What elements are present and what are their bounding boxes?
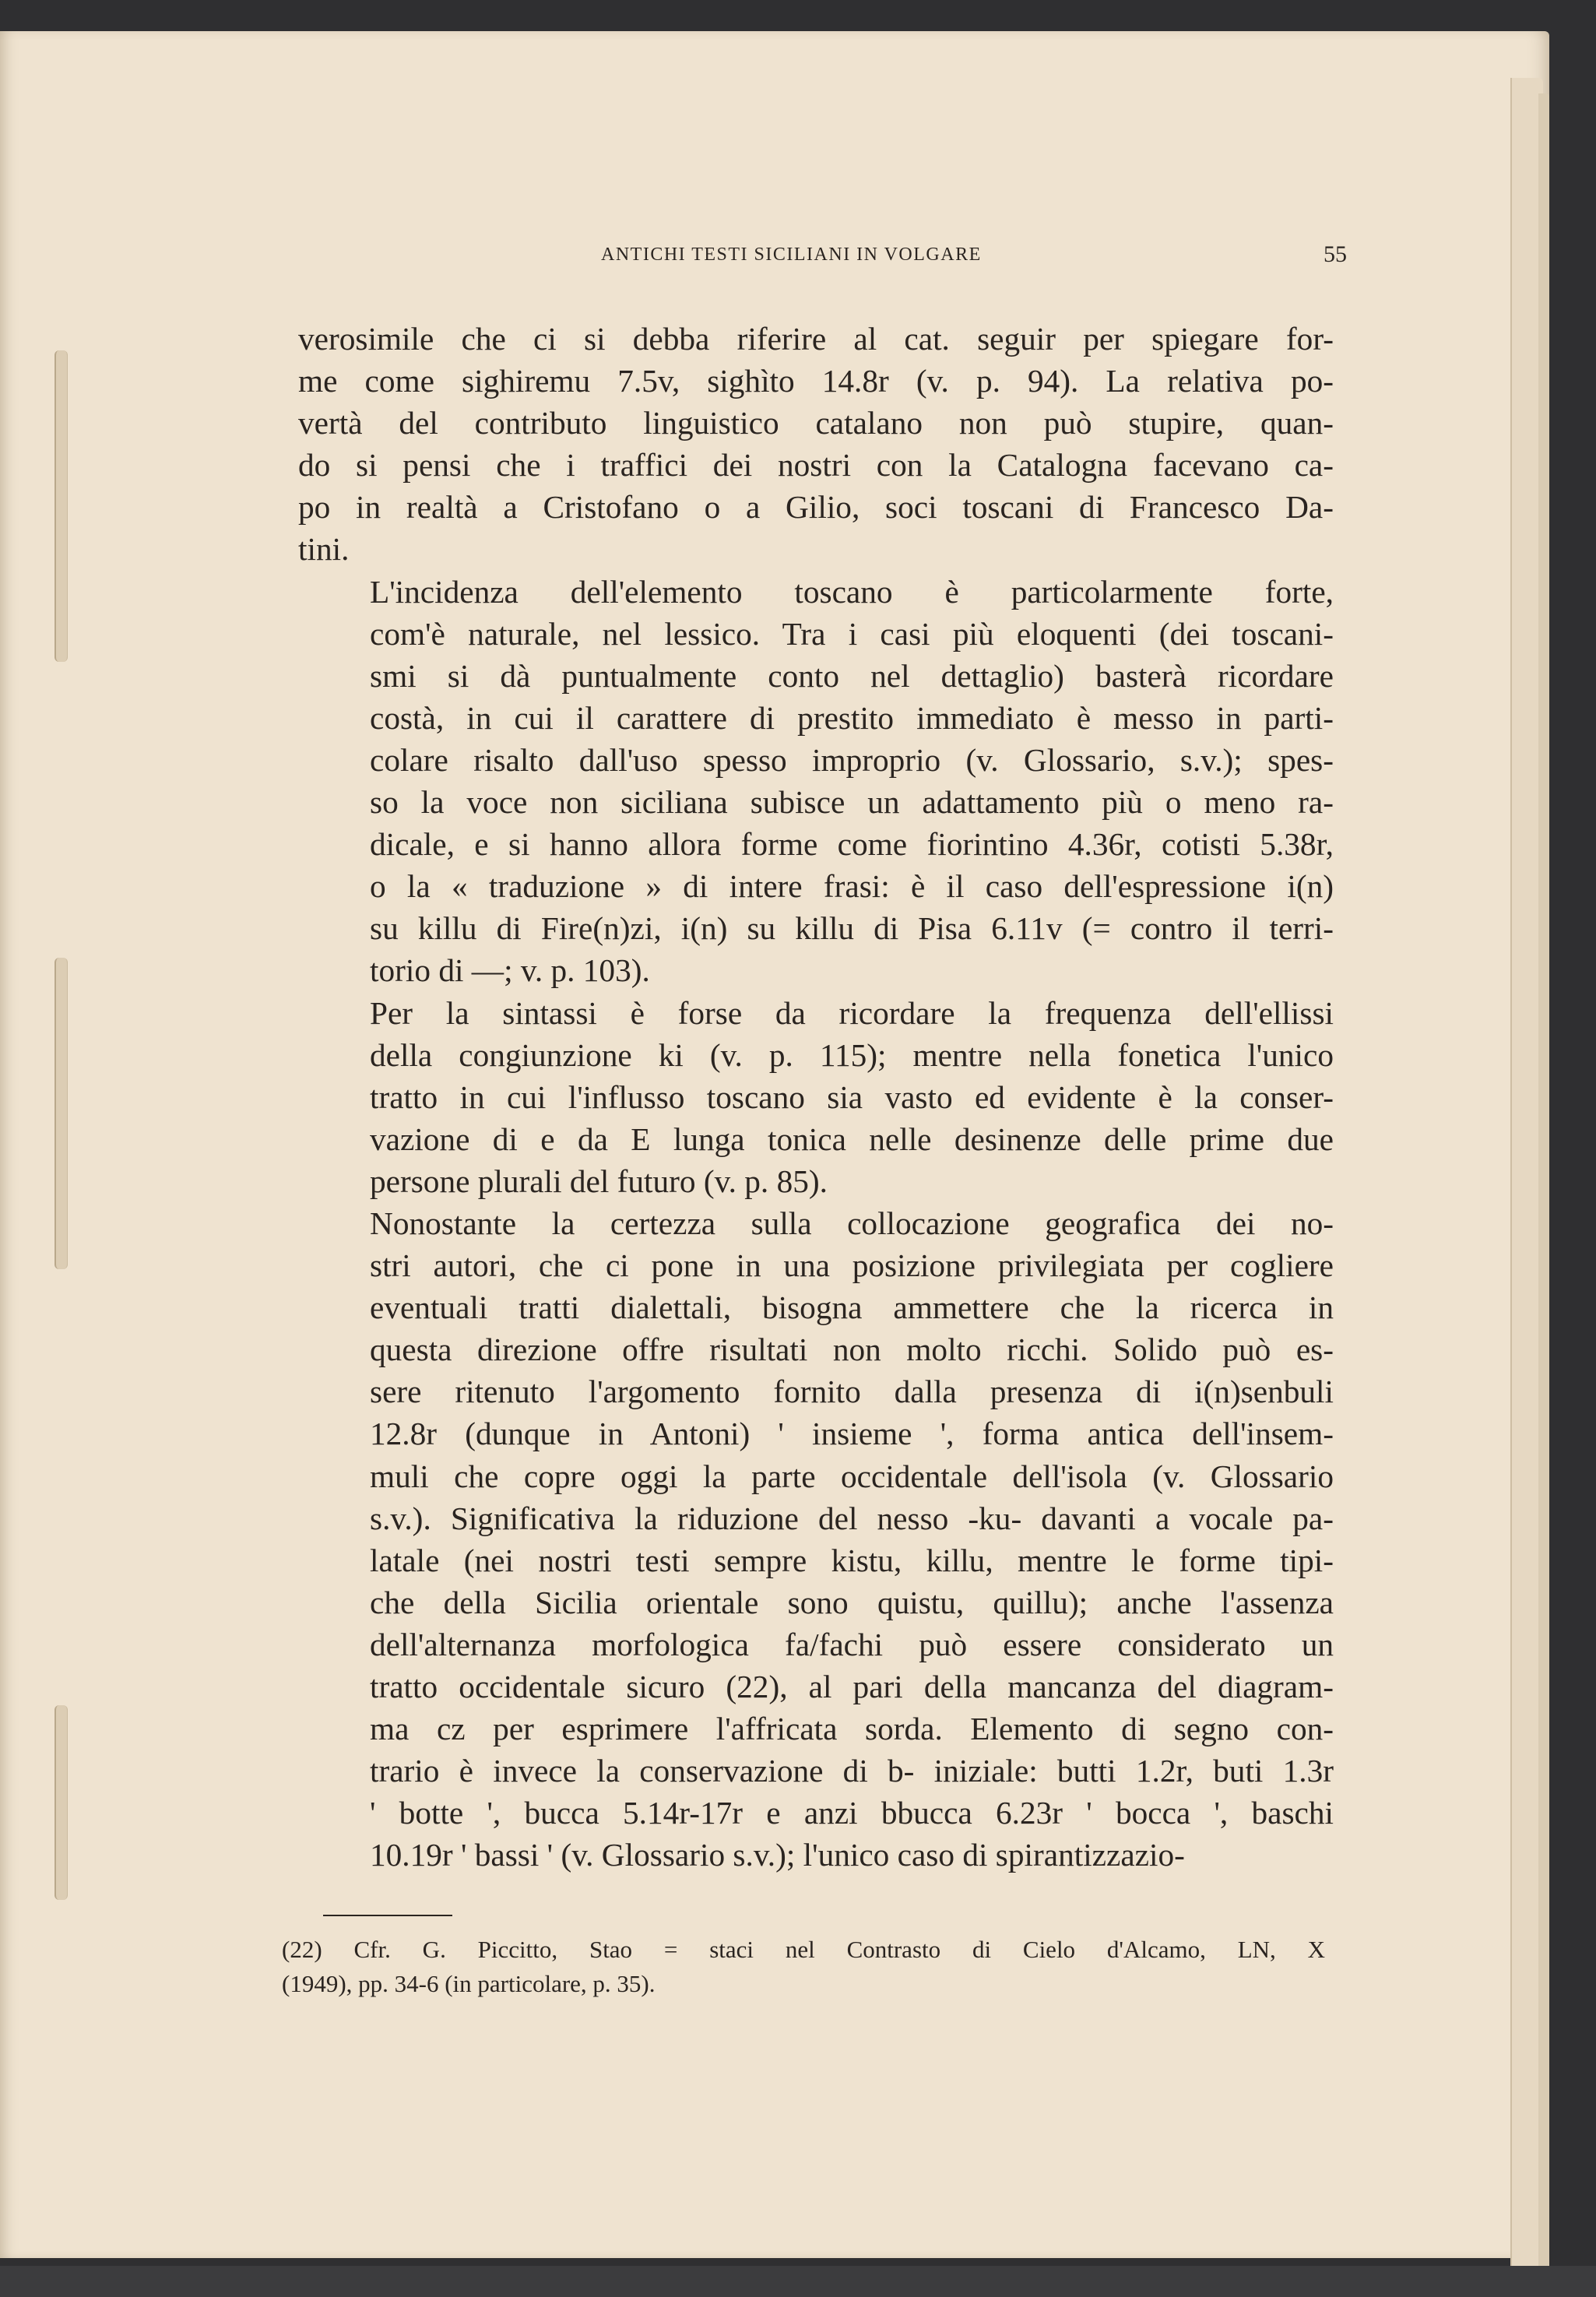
footnote-line: (1949), pp. 34-6 (in particolare, p. 35).	[282, 1970, 656, 1997]
text-line: latale (nei nostri testi sempre kistu, killu, mentre le forme tipi-	[370, 1542, 1334, 1578]
text-line: L'incidenza dell'elemento toscano è particolarmente forte,	[370, 573, 1334, 610]
text-line: muli che copre oggi la parte occidentale dell'isola (v. Glossario	[370, 1458, 1334, 1494]
text-line: smi si dà puntualmente conto nel dettaglio) basterà ricordare	[370, 657, 1334, 694]
paragraph	[298, 318, 1334, 571]
text-line: costà, in cui il carattere di prestito immediato è messo in parti-	[370, 699, 1334, 736]
text-line: torio di —; v. p. 103).	[370, 952, 650, 989]
text-line: verosimile che ci si debba riferire al cat. seguir per spiegare for-	[298, 321, 1334, 357]
text-line: s.v.). Significativa la riduzione del nesso -ku- davanti a vocale pa-	[370, 1500, 1334, 1536]
text-line: me come sighiremu 7.5v, sighìto 14.8r (v. p. 94). La relativa po-	[298, 363, 1334, 399]
paragraph	[298, 992, 1334, 1202]
text-line: Nonostante la certezza sulla collocazione geografica dei no-	[370, 1205, 1334, 1241]
running-title: ANTICHI TESTI SICILIANI IN VOLGARE	[601, 244, 982, 265]
text-line: colare risalto dall'uso spesso improprio (v. Glossario, s.v.); spes-	[370, 741, 1334, 778]
text-line: tini.	[298, 531, 350, 568]
text-line: 10.19r ' bassi ' (v. Glossario s.v.); l'unico caso di spirantizzazio-	[370, 1837, 1185, 1873]
binding-strip	[54, 958, 68, 1269]
footnote-line: (22) Cfr. G. Piccitto, Stao = staci nel Contrasto di Cielo d'Alcamo, LN, X	[282, 1936, 1325, 1963]
text-line: questa direzione offre risultati non molto ricchi. Solido può es-	[370, 1331, 1334, 1368]
text-line: so la voce non siciliana subisce un adattamento più o meno ra-	[370, 784, 1334, 821]
page-stack-edge-outer	[1538, 93, 1549, 2274]
book-page	[0, 31, 1549, 2258]
text-line: com'è naturale, nel lessico. Tra i casi più eloquenti (dei toscani-	[370, 615, 1334, 652]
body-text	[298, 318, 1334, 1876]
text-line: sere ritenuto l'argomento fornito dalla presenza di i(n)senbuli	[370, 1374, 1334, 1410]
text-line: dicale, e si hanno allora forme come fiorintino 4.36r, cotisti 5.38r,	[370, 826, 1334, 863]
text-line: della congiunzione ki (v. p. 115); mentre nella fonetica l'unico	[370, 1036, 1334, 1073]
text-line: tratto occidentale sicuro (22), al pari della mancanza del diagram-	[370, 1669, 1334, 1704]
text-line: che della Sicilia orientale sono quistu, quillu); anche l'assenza	[370, 1584, 1334, 1620]
text-line: do si pensi che i traffici dei nostri con la Catalogna facevano ca-	[298, 447, 1334, 484]
text-line: vazione di e da E lunga tonica nelle desinenze delle prime due	[370, 1120, 1334, 1157]
text-line: dell'alternanza morfologica fa/fachi può essere considerato un	[370, 1626, 1334, 1662]
text-line: tratto in cui l'influsso toscano sia vasto ed evidente è la conser-	[370, 1078, 1334, 1115]
text-line: ' botte ', bucca 5.14r-17r e anzi bbucca 6.23r ' bocca ', baschi	[370, 1795, 1334, 1831]
binding-strip	[54, 1705, 68, 1900]
text-line: o la « traduzione » di intere frasi: è il caso dell'espressione i(n)	[370, 868, 1334, 905]
text-line: stri autori, che ci pone in una posizione privilegiata per cogliere	[370, 1247, 1334, 1284]
text-line: Per la sintassi è forse da ricordare la frequenza dell'ellissi	[370, 994, 1334, 1031]
page-number: 55	[1324, 241, 1347, 267]
scan-background-bottom	[0, 2266, 1596, 2297]
text-line: po in realtà a Cristofano o a Gilio, soci toscani di Francesco Da-	[298, 489, 1334, 526]
text-line: trario è invece la conservazione di b- iniziale: butti 1.2r, buti 1.3r	[370, 1753, 1334, 1789]
footnote-separator	[323, 1915, 452, 1916]
text-line: persone plurali del futuro (v. p. 85).	[370, 1163, 828, 1199]
text-line: eventuali tratti dialettali, bisogna ammettere che la ricerca in	[370, 1289, 1334, 1326]
text-line: vertà del contributo linguistico catalano non può stupire, quan-	[298, 405, 1334, 441]
paragraph	[298, 571, 1334, 992]
page-header	[296, 241, 1347, 273]
text-line: 12.8r (dunque in Antoni) ' insieme ', forma antica dell'insem-	[370, 1416, 1334, 1452]
binding-strip	[54, 350, 68, 662]
footnote	[282, 1933, 1325, 2001]
text-line: su killu di Fire(n)zi, i(n) su killu di Pisa 6.11v (= contro il terri-	[370, 910, 1334, 947]
text-line: ma cz per esprimere l'affricata sorda. Elemento di segno con-	[370, 1711, 1334, 1747]
paragraph	[298, 1202, 1334, 1877]
